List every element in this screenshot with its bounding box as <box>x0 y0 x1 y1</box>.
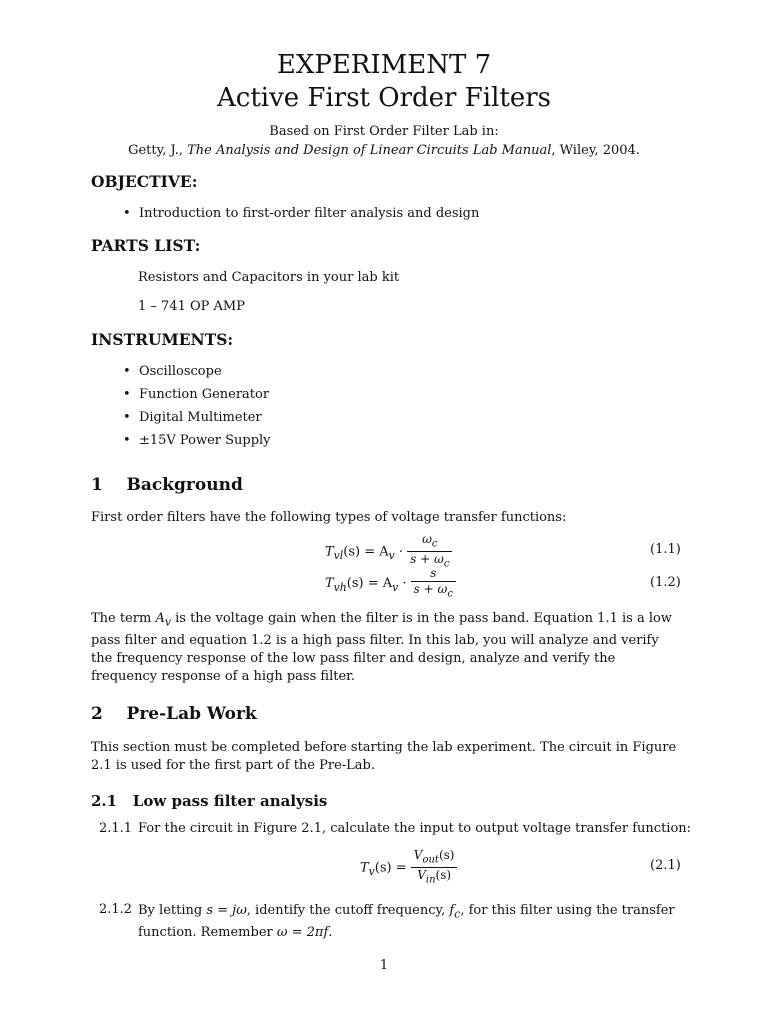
equation-2-1: $T_v(s)$ = $\frac{V_{out}(s)}{V_{in}(s)}$ <box>360 848 457 888</box>
item-text: For the circuit in Figure 2.1, calculate the input to output voltage transfer function: <box>138 821 692 836</box>
instrument-item: • ±15V Power Supply <box>123 433 271 448</box>
prelab-paragraph: This section must be completed before starting the lab experiment. The circuit in Figure 2.1 is used for the first part of the Pre-Lab. <box>91 740 677 773</box>
equation-number: (1.2) <box>650 575 681 590</box>
item-number: 2.1.2 <box>99 902 133 917</box>
subsection-number: 2.1 <box>91 792 118 810</box>
fraction: $\frac{s}{s + \omega_c}$ <box>411 566 456 601</box>
fraction: $\frac{V_{out}(s)}{V_{in}(s)}$ <box>411 848 458 888</box>
item-text: By letting s = jω, identify the cutoff frequency, $f_c$, for this filter using the transfer function. Remember ω = 2πf. <box>138 903 675 940</box>
experiment-subtitle: Active First Order Filters <box>216 83 552 113</box>
equation-number: (2.1) <box>650 858 681 873</box>
background-intro: First order filters have the following types of voltage transfer functions: <box>91 510 567 525</box>
citation-rest: , Wiley, 2004. <box>551 143 640 158</box>
item-number: 2.1.1 <box>99 821 133 836</box>
section-1-heading <box>91 475 243 495</box>
subsection-2-1-heading <box>91 792 327 810</box>
citation-line <box>0 143 768 158</box>
fraction: $\frac{\omega_c}{s + \omega_c}$ <box>407 532 452 572</box>
parts-list-heading: PARTS LIST: <box>91 236 201 255</box>
instruments-heading: INSTRUMENTS: <box>91 330 234 349</box>
instrument-item: • Digital Multimeter <box>123 410 262 425</box>
section-2-heading <box>91 704 257 724</box>
page-number: 1 <box>379 958 389 973</box>
instrument-item: • Function Generator <box>123 387 270 402</box>
objective-heading: OBJECTIVE: <box>91 172 198 191</box>
section-number: 2 <box>91 704 103 724</box>
section-number: 1 <box>91 475 103 495</box>
section-title: Pre-Lab Work <box>126 704 257 724</box>
section-title: Background <box>126 475 243 495</box>
subsection-title: Low pass filter analysis <box>132 792 328 810</box>
instrument-item: • Oscilloscope <box>123 364 222 379</box>
citation-book-title: The Analysis and Design of Linear Circuits Lab Manual <box>187 143 552 158</box>
objective-item: • Introduction to first-order filter analysis and design <box>123 206 480 221</box>
based-on-line: Based on First Order Filter Lab in: <box>269 124 499 139</box>
background-paragraph: The term $A_v$ is the voltage gain when the filter is in the pass band. Equation 1.1 is a low pass filter and equation 1.2 is a high pass filter. In this lab, you will analyze and verify the frequency response of the low pass filter and design, analyze and verify the frequency response of a high pass filter. <box>91 611 672 684</box>
parts-list-item: 1 – 741 OP AMP <box>138 299 245 314</box>
equation-1-2: $T_{vh}(s) = A_v$ · $\frac{s}{s + \omega_c}$ <box>325 566 456 601</box>
experiment-title: EXPERIMENT 7 <box>276 50 492 80</box>
parts-list-item: Resistors and Capacitors in your lab kit <box>138 270 400 285</box>
equation-number: (1.1) <box>650 542 681 557</box>
equation-1-1: $T_{vl}(s) = A_v$ · $\frac{\omega_c}{s + \omega_c}$ <box>325 532 452 572</box>
citation-author: Getty, J., <box>128 143 188 158</box>
